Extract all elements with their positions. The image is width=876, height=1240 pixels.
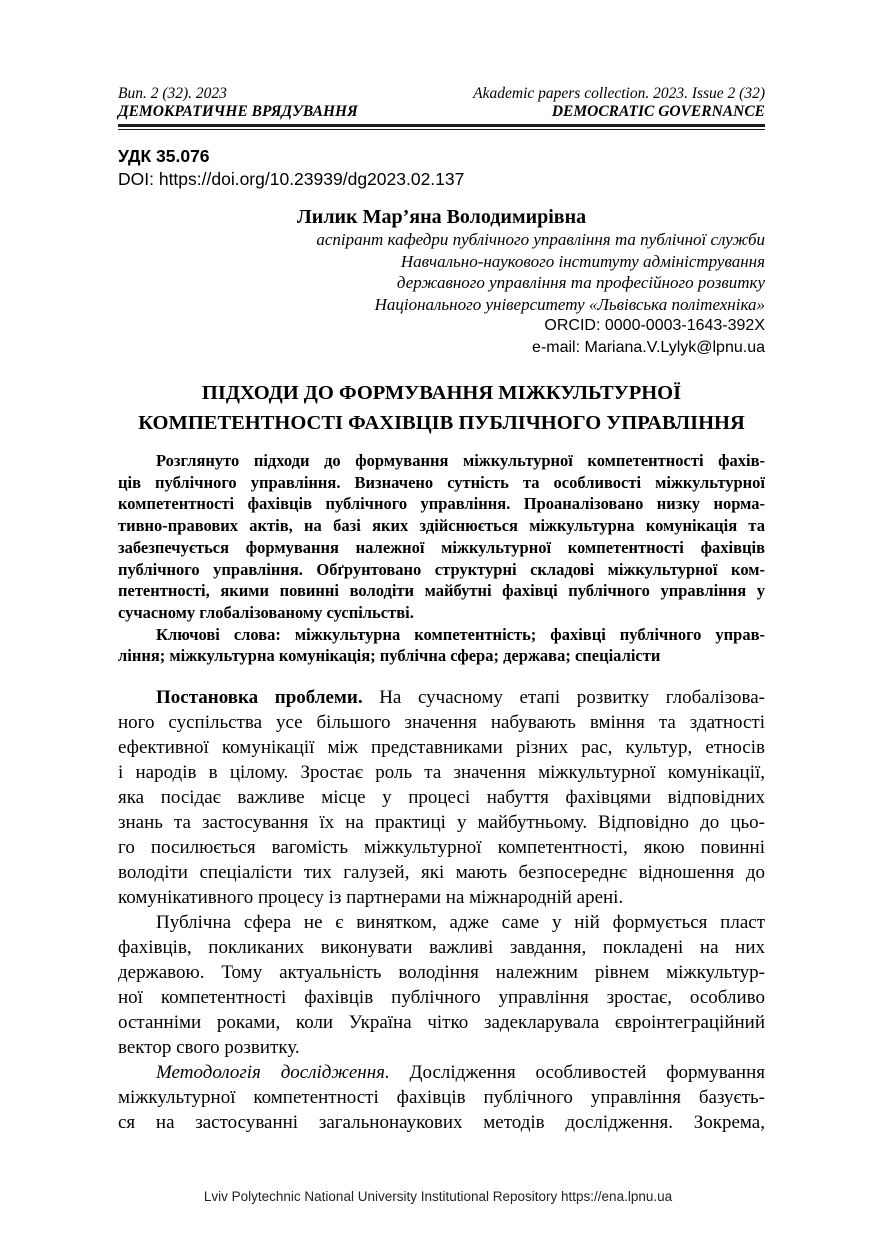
abstract [118, 450, 765, 667]
run-in-heading: Постановка проблеми. [156, 687, 363, 709]
text-line: знань та застосування їх на практиці у майбутньому. Відповідно до цьо- [118, 812, 765, 834]
text-line: ПІДХОДИ ДО ФОРМУВАННЯ МІЖКУЛЬТУРНОЇ [201, 382, 682, 404]
text-line: тивно-правових актів, на базі яких здійснюється міжкультурна комунікація та [118, 516, 765, 536]
journal-header [118, 85, 765, 130]
text-line: і народів в цілому. Зростає роль та значення міжкультурної комунікації, [118, 762, 765, 784]
author-block [118, 205, 765, 358]
text-line: Національного університету «Львівська політехніка» [374, 294, 765, 314]
text-line: Постановка проблеми. На сучасному етапі розвитку глобалізова- [156, 687, 765, 709]
text-line: сучасному глобалізованому суспільстві. [118, 602, 414, 622]
text-line: компетентності фахівців публічного управління. Проаналізовано низку норма- [118, 494, 765, 514]
text-line: го посилюється вагомість міжкультурної компетентності, якою повинні [118, 837, 765, 859]
page-content [118, 85, 765, 1135]
text-line: останніми роками, коли Україна чітко задекларувала євроінтеграційний [118, 1012, 765, 1034]
text-line: Методологія дослідження. Дослідження особливостей формування [156, 1062, 766, 1084]
issue-label-en: Akademic papers collection. 2023. Issue 2 (32) [473, 85, 765, 102]
text-line: Ключові слова: міжкультурна компетентність; фахівці публічного управ- [156, 624, 765, 644]
text-line: фахівців, покликаних виконувати важливі завдання, покладені на них [118, 937, 765, 959]
journal-title-en: DEMOCRATIC GOVERNANCE [551, 103, 765, 120]
text-line: петентності, якими повинні володіти майбутні фахівці публічного управління у [118, 581, 765, 601]
article-title [118, 378, 765, 438]
text-line: Навчально-наукового інституту адміністрування [400, 251, 765, 271]
text-line: ефективної комунікації між представниками різних рас, культур, етносів [118, 737, 765, 759]
doi-link[interactable]: DOI: https://doi.org/10.23939/dg2023.02.137 [118, 169, 465, 189]
article-body [118, 685, 765, 1135]
text-line: ного суспільства усе більшого значення набувають вміння та здатності [118, 712, 765, 734]
text-line: Розглянуто підходи до формування міжкультурної компетентності фахів- [156, 451, 765, 470]
paragraph [118, 624, 765, 667]
text-line: комунікативного процесу із партнерами на міжнародній арені. [118, 887, 624, 909]
text-line: ної компетентності фахівців публічного управління зростає, особливо [118, 987, 765, 1009]
text-line: публічного управління. Обґрунтовано структурні складові міжкультурної ком- [118, 559, 765, 579]
text-line: аспірант кафедри публічного управління та публічної служби [316, 230, 765, 249]
paragraph [118, 910, 765, 1060]
journal-title-uk: ДЕМОКРАТИЧНЕ ВРЯДУВАННЯ [118, 103, 358, 120]
udc-label: УДК 35.076 [118, 146, 210, 166]
run-in-heading: Методологія дослідження. [156, 1062, 390, 1084]
text-line: вектор свого розвитку. [118, 1037, 300, 1059]
text-line: КОМПЕТЕНТНОСТІ ФАХІВЦІВ ПУБЛІЧНОГО УПРАВЛІННЯ [138, 412, 745, 434]
orcid-line: ORCID: 0000-0003-1643-392X [544, 317, 765, 334]
author-name: Лилик Мар’яна Володимирівна [296, 206, 587, 228]
journal-header-left [118, 85, 358, 121]
text-line: державного управління та професійного розвитку [396, 273, 765, 292]
journal-header-row [118, 85, 765, 121]
text-line: володіти спеціалісти тих галузей, які мають безпосереднє відношення до [118, 862, 765, 884]
text-line: забезпечується формування належної міжкультурної компетентності фахівців [118, 537, 765, 557]
text-line: ління; міжкультурна комунікація; публічна сфера; держава; спеціалісти [118, 646, 661, 666]
text-line: Публічна сфера не є винятком, адже саме у ній формується пласт [156, 912, 765, 934]
text-line: ся на застосуванні загальнонаукових методів дослідження. Зокрема, [118, 1112, 765, 1134]
journal-header-right [473, 85, 765, 121]
paragraph [118, 1060, 765, 1135]
paragraph [118, 685, 765, 910]
author-affiliation [118, 229, 765, 315]
text-line: яка посідає важливе місце у процесі набуття фахівцями відповідних [118, 787, 765, 809]
header-divider [118, 124, 765, 130]
text-line: міжкультурної компетентності фахівців публічного управління базуєть- [118, 1087, 765, 1109]
repository-footer[interactable]: Lviv Polytechnic National University Institutional Repository https://ena.lpnu.ua [203, 1189, 673, 1204]
email-link[interactable]: e-mail: Mariana.V.Lylyk@lpnu.ua [532, 338, 765, 356]
issue-label-uk: Вип. 2 (32). 2023 [118, 85, 227, 102]
text-line: ців публічного управління. Визначено сутність та особливості міжкультурної [118, 472, 765, 492]
text-line: державою. Тому актуальність володіння належним рівнем міжкультур- [118, 962, 765, 984]
paragraph [118, 450, 765, 624]
